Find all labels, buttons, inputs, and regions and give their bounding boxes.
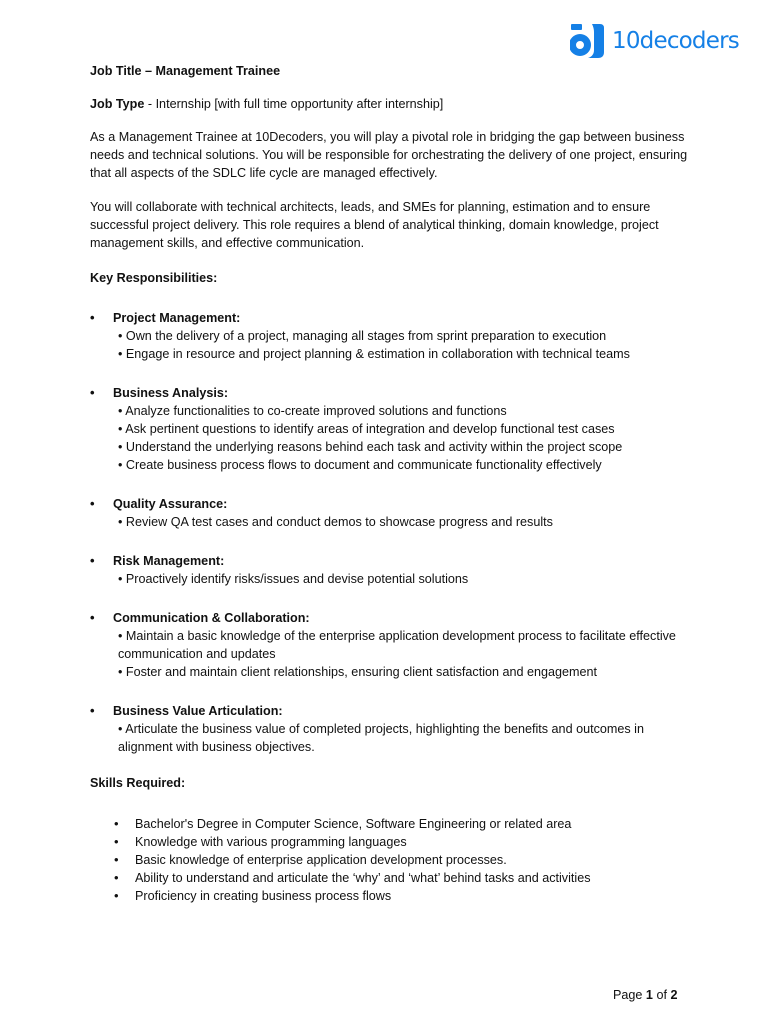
company-logo [570, 22, 739, 60]
responsibility-communication-collaboration [90, 609, 690, 681]
responsibility-item: • Own the delivery of a project, managing all stages from sprint preparation to execution [118, 329, 607, 343]
10decoders-logo-icon [570, 22, 606, 60]
responsibilities-heading: Key Responsibilities: [90, 271, 218, 285]
responsibility-item: • Articulate the business value of completed projects, highlighting the benefits and outcomes in alignment with business objectives. [118, 722, 644, 754]
responsibility-item: • Review QA test cases and conduct demos to showcase progress and results [118, 515, 553, 529]
skill-item: • Ability to understand and articulate the ‘why’ and ‘what’ behind tasks and activities [90, 869, 690, 887]
job-type [90, 95, 690, 113]
skill-item: • Proficiency in creating business process flows [90, 887, 690, 905]
skill-item: • Basic knowledge of enterprise application development processes. [90, 851, 690, 869]
job-type-value: Internship [with full time opportunity after internship] [155, 97, 444, 111]
responsibility-item: • Foster and maintain client relationships, ensuring client satisfaction and engagement [118, 665, 598, 679]
intro-paragraph-2: You will collaborate with technical architects, leads, and SMEs for planning, estimation and to ensure successful project delivery. This role requires a blend of analytical thinking, domain knowledge, project management skills, and effective communication. [90, 200, 659, 250]
responsibility-item: • Analyze functionalities to co-create improved solutions and functions [118, 404, 507, 418]
responsibility-item: • Create business process flows to document and communicate functionality effectively [118, 458, 602, 472]
skills-heading: Skills Required: [90, 776, 186, 790]
skill-item: • Bachelor's Degree in Computer Science, Software Engineering or related area [90, 815, 690, 833]
of-label: of [656, 988, 667, 1002]
responsibility-title: • Project Management: [113, 311, 241, 325]
responsibility-title: • Risk Management: [113, 554, 225, 568]
intro-paragraph-1: As a Management Trainee at 10Decoders, you will play a pivotal role in bridging the gap between business needs and technical solutions. You will be responsible for orchestrating the delivery of one project, ensuring that all aspects of the SDLC life cycle are managed effectively. [90, 130, 688, 180]
job-title: Job Title – Management Trainee [90, 64, 281, 78]
responsibility-business-value-articulation [90, 702, 690, 756]
job-type-separator: - [144, 97, 156, 111]
skills-list [90, 815, 690, 905]
total-pages: 2 [670, 988, 678, 1002]
page-label: Page [613, 988, 643, 1002]
page-number [613, 988, 677, 1002]
responsibility-business-analysis [90, 384, 690, 474]
responsibility-risk-management [90, 552, 690, 588]
responsibility-title: • Business Value Articulation: [113, 704, 283, 718]
job-type-label: Job Type [90, 97, 145, 111]
current-page: 1 [645, 988, 653, 1002]
responsibility-title: • Communication & Collaboration: [113, 611, 310, 625]
responsibility-title: • Business Analysis: [113, 386, 229, 400]
responsibility-item: • Engage in resource and project planning & estimation in collaboration with technical teams [118, 347, 630, 361]
responsibilities-list [90, 309, 690, 756]
responsibility-title: • Quality Assurance: [113, 497, 228, 511]
responsibility-item: • Understand the underlying reasons behind each task and activity within the project scope [118, 440, 623, 454]
responsibility-item: • Proactively identify risks/issues and devise potential solutions [118, 572, 469, 586]
logo-wordmark: 10decoders [612, 28, 739, 54]
job-description [90, 62, 690, 905]
responsibility-item: • Ask pertinent questions to identify areas of integration and develop functional test cases [118, 422, 615, 436]
responsibility-item: • Maintain a basic knowledge of the enterprise application development process to facilitate effective communication and updates [118, 629, 676, 661]
skill-item: • Knowledge with various programming languages [90, 833, 690, 851]
responsibility-project-management [90, 309, 690, 363]
responsibility-quality-assurance [90, 495, 690, 531]
